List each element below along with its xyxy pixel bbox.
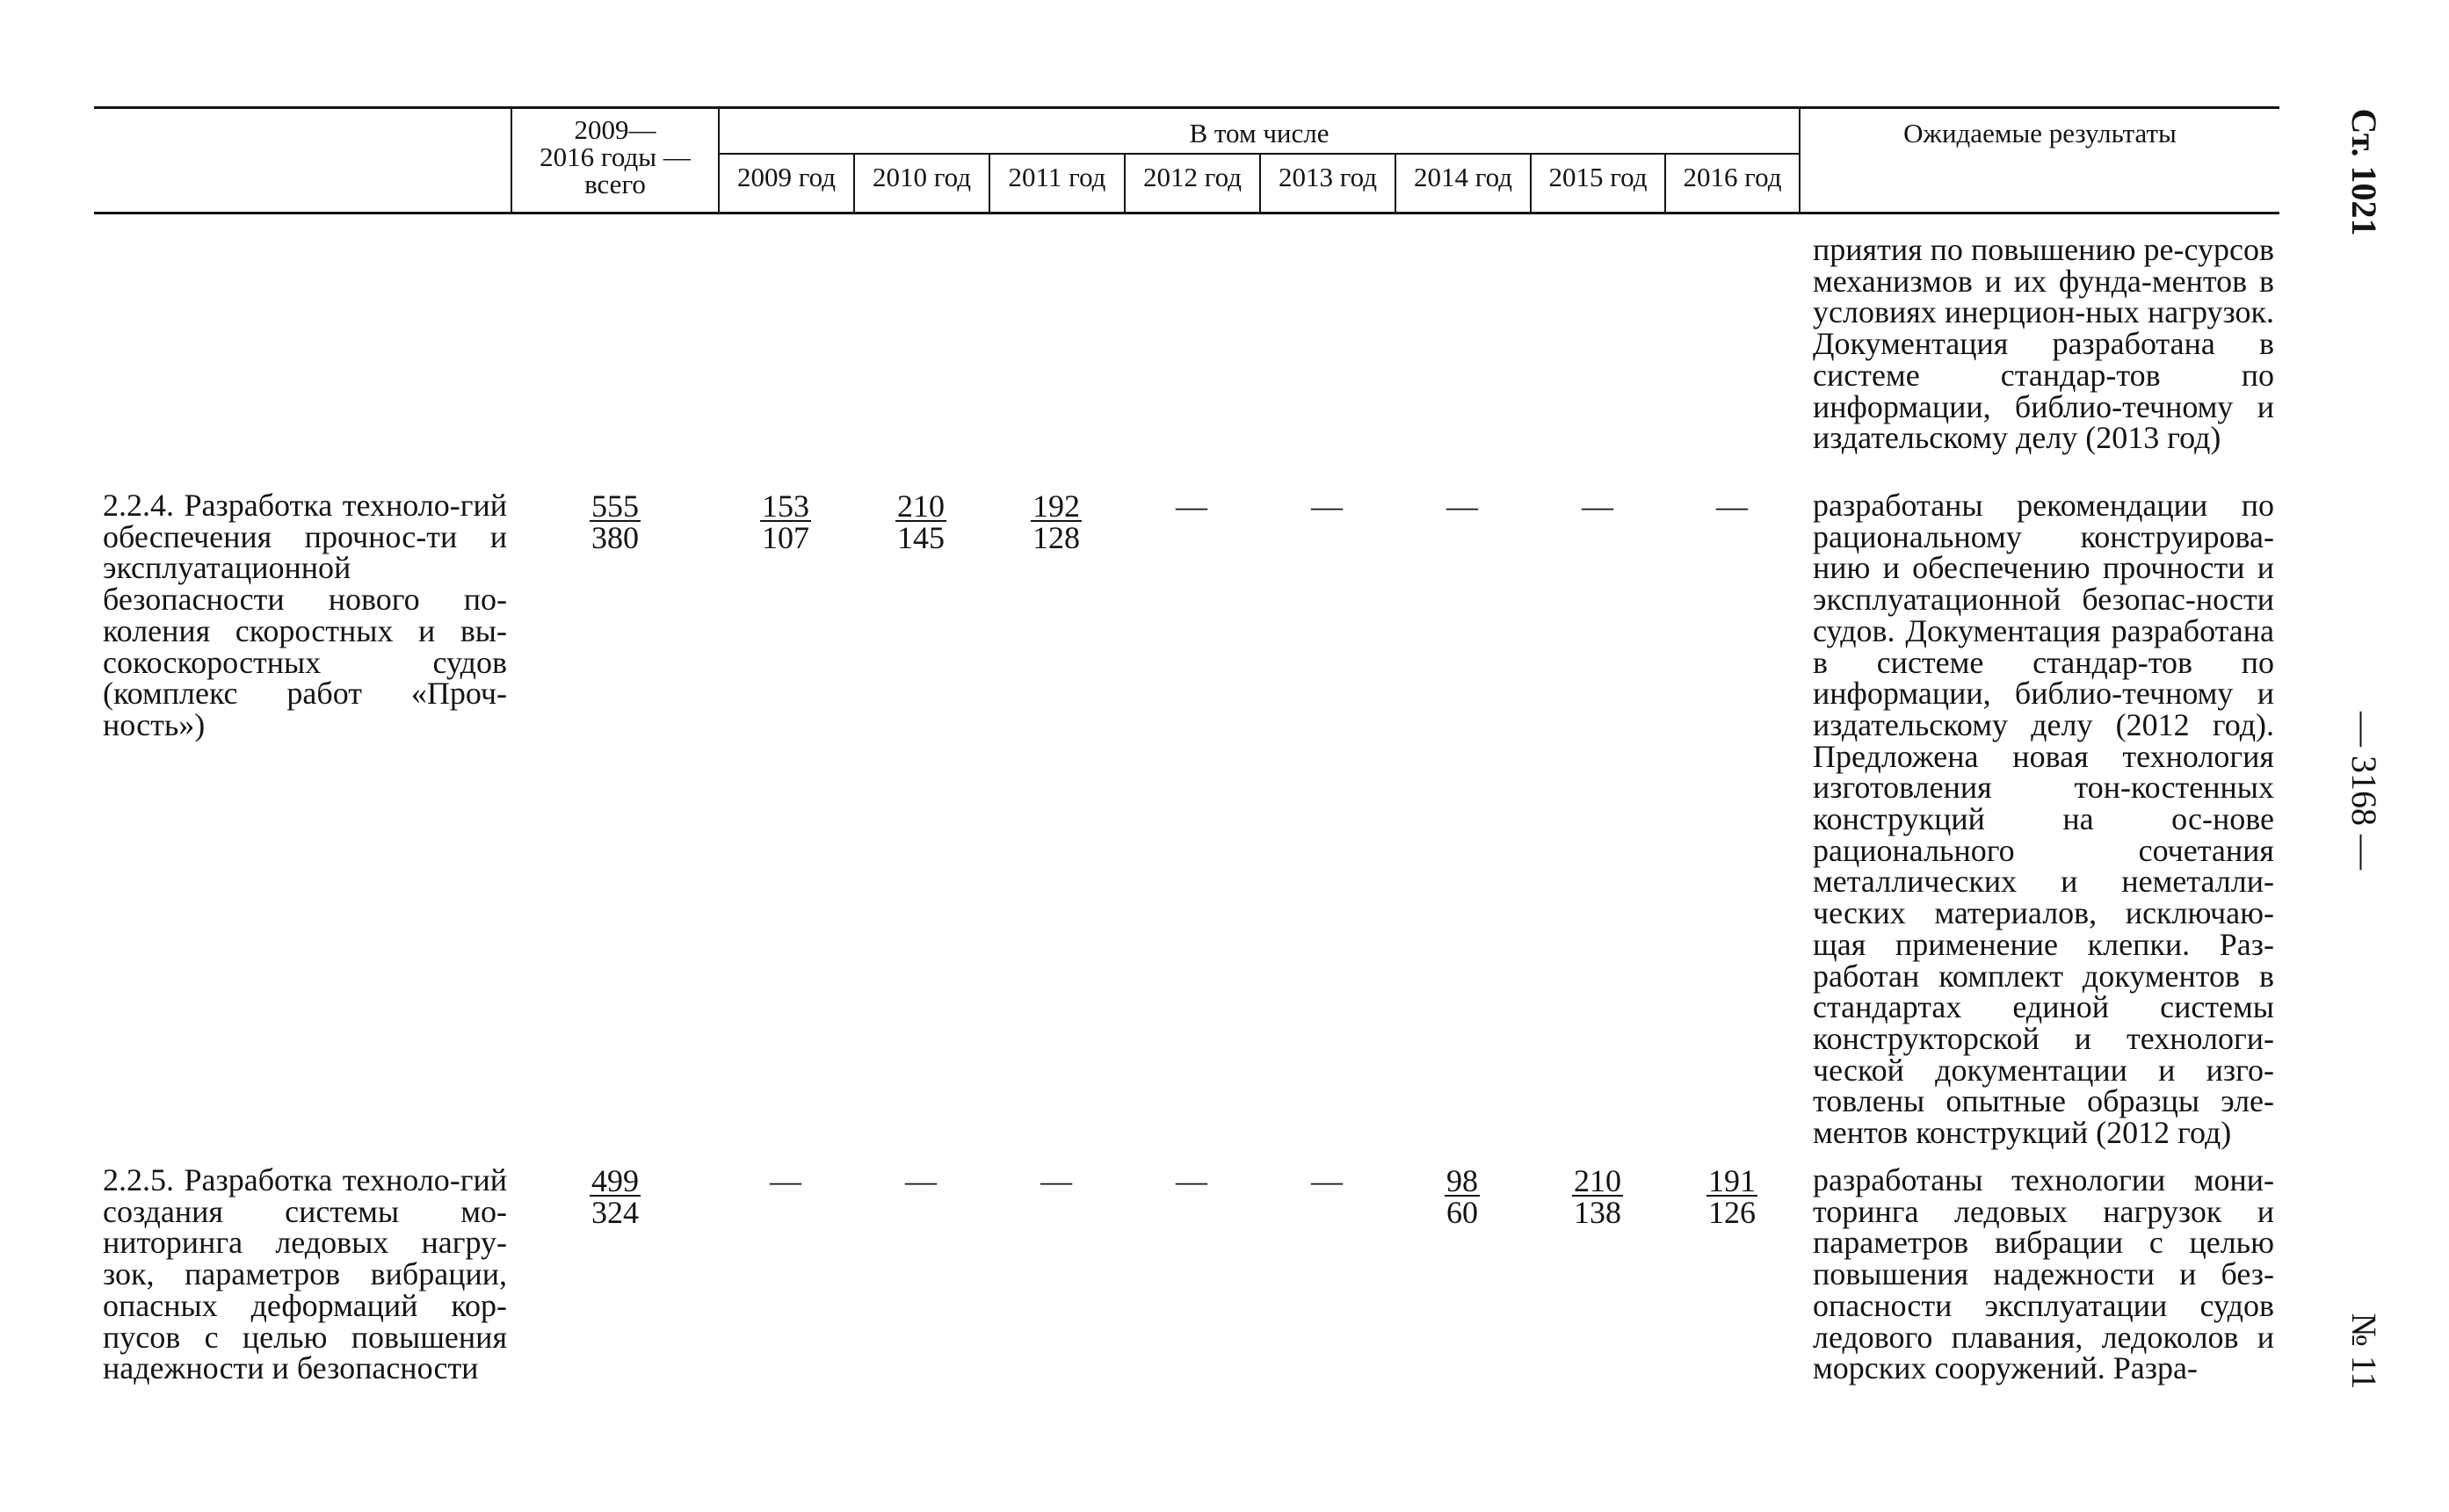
total-value-2-2-5 bbox=[562, 1165, 668, 1228]
row-description-2-2-5: 2.2.5. Разработка техноло-гий создания системы мо-ниторинга ледовых нагру-зок, параметров вибрации, опасных деформаций кор-пусов с целью повышения надежности и безопасности bbox=[103, 1162, 507, 1386]
result-text-continued: приятия по повышению ре-сурсов механизмов и их фунда-ментов в условиях инерцион-ных нагрузок. Документация разработана в системе стандар-тов по информации, библио-течному и издательскому делу (2013 год) bbox=[1813, 232, 2274, 456]
value-denominator: 60 bbox=[1446, 1195, 1478, 1230]
header-year-2013: 2013 год bbox=[1278, 162, 1378, 192]
header-year-2011: 2011 год bbox=[1008, 162, 1106, 192]
total-denominator: 324 bbox=[591, 1195, 639, 1230]
year-value-2013-empty: — bbox=[1311, 1163, 1343, 1198]
value-numerator: 210 bbox=[1574, 1163, 1621, 1198]
year-value-2012-empty: — bbox=[1176, 1163, 1207, 1198]
year-value-2013-empty: — bbox=[1311, 488, 1343, 524]
header-year-2016: 2016 год bbox=[1683, 162, 1782, 192]
year-value-2016 bbox=[1679, 1165, 1785, 1228]
value-denominator: 107 bbox=[762, 520, 809, 555]
side-issue-label: № 11 bbox=[2344, 1313, 2384, 1390]
year-value-2012-empty: — bbox=[1176, 488, 1207, 524]
total-value-2-2-4 bbox=[562, 490, 668, 553]
result-text-2-2-4: разработаны рекомендации по рациональному конструирова-нию и обеспечению прочности и эксплуатационной безопас-ности судов. Документация разработана в системе стандар-тов по информации, библио-течному и издательскому делу (2012 год). Предложена новая технология изготовления тон-костенных конструкций на ос-нове рационального сочетания металлических и неметалли-ческих материалов, исключаю-щая применение клепки. Раз-работан комплект документов в стандартах единой системы конструкторской и технологи-ческой документации и изго-товлены опытные образцы эле-ментов конструкций (2012 год) bbox=[1813, 488, 2274, 1151]
value-numerator: 191 bbox=[1708, 1163, 1756, 1198]
year-value-2009 bbox=[733, 490, 838, 553]
header-year-2015: 2015 год bbox=[1548, 162, 1648, 192]
value-numerator: 153 bbox=[762, 488, 809, 524]
year-value-2011-empty: — bbox=[1040, 1163, 1072, 1198]
year-value-2010-empty: — bbox=[905, 1163, 937, 1198]
year-value-2010 bbox=[868, 490, 974, 553]
value-numerator: 98 bbox=[1446, 1163, 1478, 1198]
header-bottom-rule bbox=[94, 212, 2279, 214]
result-text-2-2-5: разработаны технологии мони-торинга ледовых нагрузок и параметров вибрации с целью повышения надежности и без-опасности эксплуатации судов ледового плавания, ледоколов и морских сооружений. Разра- bbox=[1813, 1162, 2274, 1386]
header-total-line: 2016 годы — bbox=[540, 141, 691, 172]
side-page-number: — 3168 — bbox=[2344, 712, 2384, 870]
value-numerator: 210 bbox=[897, 488, 945, 524]
header-year-2012: 2012 год bbox=[1142, 162, 1243, 192]
value-numerator: 192 bbox=[1032, 488, 1080, 524]
year-value-2015 bbox=[1545, 1165, 1650, 1228]
header-top-rule bbox=[94, 106, 2279, 109]
header-total-line: всего bbox=[584, 169, 646, 199]
total-numerator: 555 bbox=[591, 488, 639, 524]
header-year-2009: 2009 год bbox=[736, 162, 837, 192]
year-value-2009-empty: — bbox=[770, 1163, 801, 1198]
value-denominator: 138 bbox=[1574, 1195, 1621, 1230]
total-denominator: 380 bbox=[591, 520, 639, 555]
header-including-label: В том числе bbox=[1189, 118, 1330, 148]
value-denominator: 128 bbox=[1032, 520, 1080, 555]
header-year-2014: 2014 год bbox=[1413, 162, 1513, 192]
side-page-label: Ст. 1021 bbox=[2344, 108, 2384, 236]
header-year-2010: 2010 год bbox=[872, 162, 972, 192]
value-denominator: 126 bbox=[1708, 1195, 1756, 1230]
header-total-line: 2009— bbox=[574, 114, 656, 145]
year-value-2015-empty: — bbox=[1582, 488, 1613, 524]
total-numerator: 499 bbox=[591, 1163, 639, 1198]
year-value-2011 bbox=[1004, 490, 1109, 553]
header-results-label: Ожидаемые результаты bbox=[1903, 118, 2177, 148]
value-denominator: 145 bbox=[897, 520, 945, 555]
header-total-column bbox=[512, 116, 718, 198]
year-value-2014-empty: — bbox=[1446, 488, 1478, 524]
row-description-2-2-4: 2.2.4. Разработка техноло-гий обеспечения прочнос-ти и эксплуатационной безопасности нового по-коления скоростных и вы-сокоскоростных судов (комплекс работ «Проч-ность») bbox=[103, 488, 507, 742]
year-value-2016-empty: — bbox=[1716, 488, 1748, 524]
year-value-2014 bbox=[1409, 1165, 1515, 1228]
